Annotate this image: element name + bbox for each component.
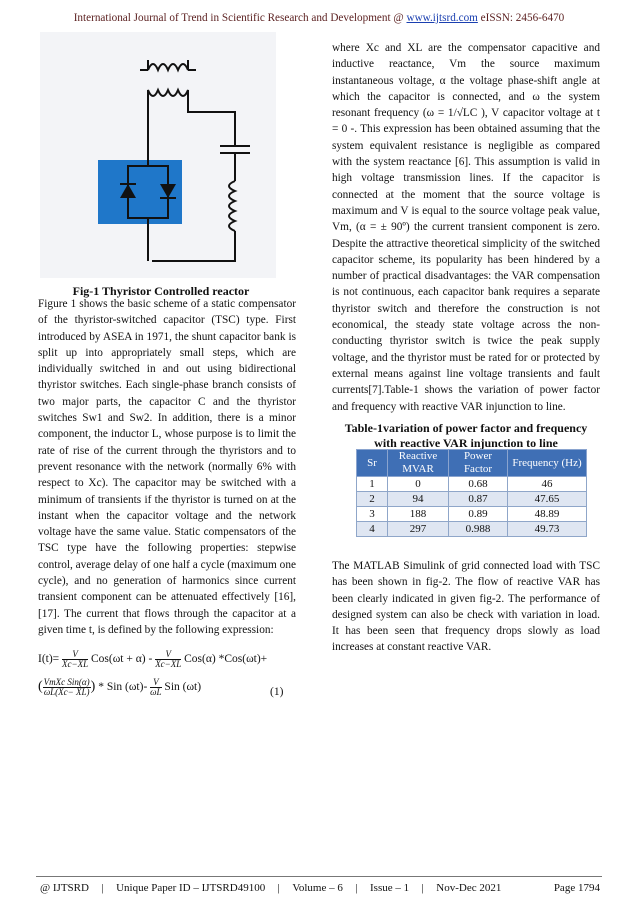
table-row [357, 507, 587, 522]
right-paragraph: where Xc and XL are the compensator capacitive and inductive reactance, Vm the source maximum instantaneous voltage, α the voltage phase-shift angle at which the capacitor is connected, and ω the system resonant frequency (ω = 1/√LC ), V capacitor voltage at t = 0 -. This expression has been obtained assuming that the system equivalent resistance is negligible as compared with the system reactance [6]. This assumption is valid in high voltage transmission lines. If the capacitor is connected at the moment that the source voltage is maximum and V is equal to the source voltage peak value, Vm, (α = ± 90º) the current transient component is zero. Despite the attractive theoretical simplicity of the switched capacitor scheme, its popularity has been hindered by a number of practical disadvantages: the VAR compensation is not continuous, each capacitor bank requires a separate thyristor switch and therefore the construction is not economical, the steady state voltage across the non-conducting thyristor switch is twice the peak supply voltage, and the thyristor must be rated for or protected by external means against line voltage transients and fault currents[7].Table-1 shows the variation of power factor and frequency with reactive VAR injunction to line. [332, 42, 600, 413]
page-footer: @ IJTSRD | Unique Paper ID – IJTSRD49100 | Volume – 6 | Issue – 1 | Nov-Dec 2021 Page 1794 [40, 882, 600, 894]
table-cell: 1 [357, 477, 388, 492]
table-cell: 188 [388, 507, 449, 522]
footer-journal: @ IJTSRD [40, 882, 89, 894]
table-cell: 2 [357, 492, 388, 507]
footer-divider [36, 876, 602, 877]
table-cell: 47.65 [508, 492, 587, 507]
page-header [0, 12, 638, 24]
footer-paper-id: Unique Paper ID – IJTSRD49100 [116, 882, 266, 894]
table-header-cell: Reactive MVAR [388, 450, 449, 477]
footer-page: Page 1794 [553, 882, 600, 894]
header-website-link[interactable]: www.ijtsrd.com [406, 12, 478, 24]
table-cell: 0 [388, 477, 449, 492]
right-paragraph-2: The MATLAB Simulink of grid connected load with TSC has been shown in fig-2. The flow of reactive VAR has been clearly indicated in given fig-2. The performance of designed system can also be check with variation in load. It has been seen that frequency drops slowly as load increases at constant reactive VAR. [332, 560, 600, 654]
equation-number: (1) [270, 686, 284, 698]
left-column-text [38, 296, 296, 638]
table-cell: 94 [388, 492, 449, 507]
equation-1 [38, 648, 308, 708]
header-issn: eISSN: 2456-6470 [480, 12, 565, 24]
table-cell: 49.73 [508, 522, 587, 537]
footer-date: Nov-Dec 2021 [436, 882, 502, 894]
table-cell: 0.988 [449, 522, 508, 537]
table-header-cell: Power Factor [449, 450, 508, 477]
thyristor-reactor-figure [40, 32, 276, 278]
data-table [356, 449, 587, 537]
table-header-row [357, 450, 587, 477]
table-header-cell: Frequency (Hz) [508, 450, 587, 477]
table-row [357, 522, 587, 537]
table-cell: 48.89 [508, 507, 587, 522]
table-row [357, 477, 587, 492]
table-row [357, 492, 587, 507]
right-column-text [332, 40, 600, 415]
table-cell: 0.68 [449, 477, 508, 492]
header-journal-name: International Journal of Trend in Scientific Research and Development @ [73, 12, 404, 24]
table-cell: 297 [388, 522, 449, 537]
right-column-text-2 [332, 558, 600, 656]
table-title: Table-1variation of power factor and frequency with reactive VAR injunction to line [344, 421, 588, 450]
table-cell: 4 [357, 522, 388, 537]
footer-issue: Issue – 1 [370, 882, 410, 894]
table-cell: 3 [357, 507, 388, 522]
equation-line-2: ( $\frac{\text{VmXc Sin(α)}}{\omega L(Xc- XL)}$ ) * Sin (ωt)- $\frac{V}{\omega L}$ Sin (ωt) [38, 677, 202, 697]
footer-volume: Volume – 6 [292, 882, 343, 894]
equation-line-1: I(t)= $\frac{V}{Xc-XL}$ Cos(ωt + α) - $\frac{V}{Xc-XL}$ Cos(α) *Cos(ωt)+ [38, 649, 268, 669]
table-cell: 46 [508, 477, 587, 492]
table-cell: 0.87 [449, 492, 508, 507]
circuit-diagram [40, 32, 276, 278]
figure-caption: Fig-1 Thyristor Controlled reactor [72, 284, 250, 298]
table-cell: 0.89 [449, 507, 508, 522]
table-header-cell: Sr [357, 450, 388, 477]
left-paragraph: Figure 1 shows the basic scheme of a static compensator of the thyristor-switched capacitor (TSC) type. First introduced by ASEA in 1971, the shunt capacitor bank is split up into appropriately small steps, which are individually switched in and out using bidirectional thyristor switches. Each single-phase branch consists of two major parts, the capacitor C and the thyristor switches Sw1 and Sw2. In addition, there is a minor component, the inductor L, whose purpose is to limit the rate of rise of the current through the thyristors and to prevent resonance with the network (normally 6% with respect to Xc). The capacitor may be switched with a minimum of transients if the thyristor is turned on at the instant when the capacitor voltage and the network voltage have the same value. Static compensators of the TSC type have the following properties: stepwise control, average delay of one half a cycle (maximum one cycle), and no generation of harmonics since current transient component can be attenuated effectively [16], [17]. The current that flows through the capacitor at a given time t, is defined by the following expression: [38, 298, 296, 636]
